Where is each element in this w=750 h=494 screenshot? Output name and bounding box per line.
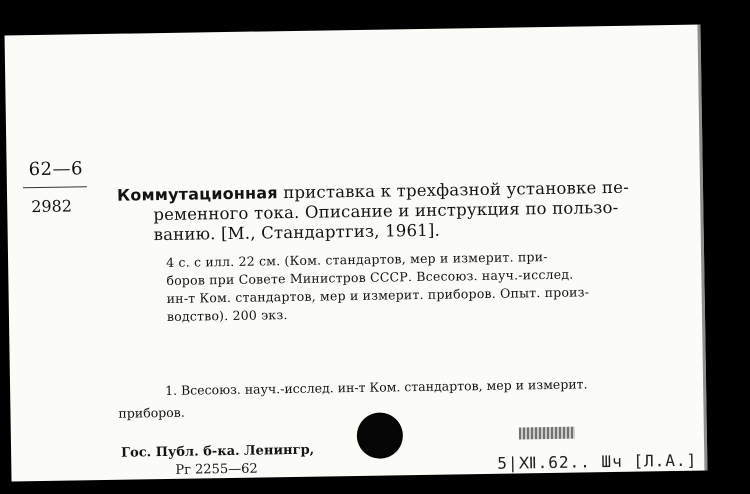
library-registration: Рг 2255—62 [175, 461, 258, 478]
card-right-edge [697, 25, 707, 471]
call-number-divider [23, 186, 87, 188]
title-text: приставка к трехфазной установке пе- [277, 177, 630, 203]
title-line: ременного тока. Описание и инструкция по пользо- [153, 197, 619, 225]
call-number-top: 62—6 [28, 158, 84, 181]
call-number-bottom: 2982 [31, 196, 73, 217]
tracing-entry-continued: приборов. [118, 404, 185, 421]
ink-stamp [357, 412, 404, 459]
title-line: ванию. [М., Стандартгиз, 1961]. [153, 220, 441, 245]
description-line: 4 с. с илл. 22 см. (Ком. стандартов, мер и измерит. при- [166, 248, 548, 270]
library-name: Гос. Публ. б-ка. Ленингр, [120, 442, 315, 461]
handwritten-note: 5|Ⅻ.62.. Шч [Л.А.] [497, 450, 698, 473]
title-lead-word: Коммутационная [116, 183, 278, 205]
ink-smudge [519, 427, 575, 440]
description-line: ин-т Ком. стандартов, мер и измерит. приборов. Опыт. произ- [166, 284, 590, 306]
description-line: боров при Совете Министров СССР. Всесоюз. науч.-исслед. [166, 266, 574, 288]
tracing-entry: 1. Всесоюз. науч.-исслед. ин-т Ком. стандартов, мер и измерит. [165, 376, 588, 399]
description-line: водство). 200 экз. [166, 307, 288, 324]
catalog-card [5, 25, 708, 482]
